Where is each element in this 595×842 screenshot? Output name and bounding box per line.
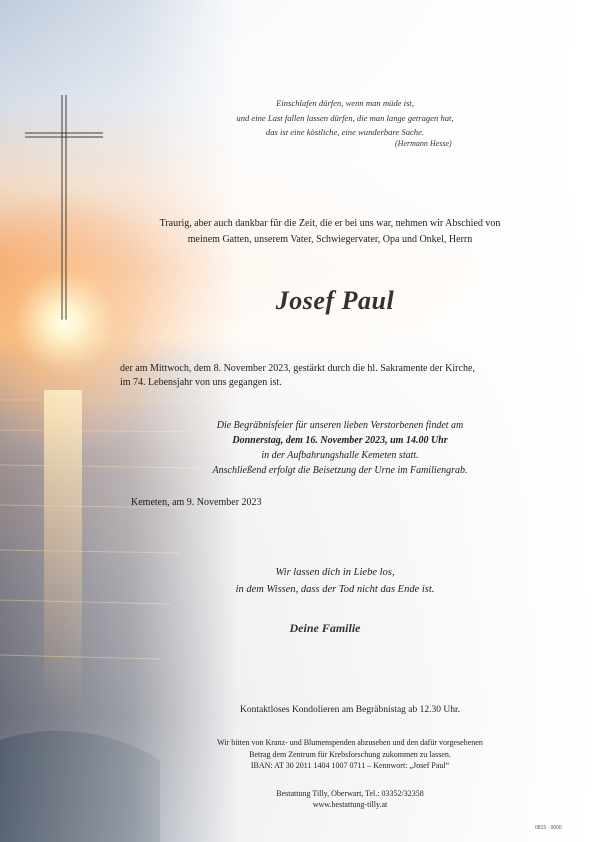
intro-text xyxy=(120,216,540,247)
place-date: Kemeten, am 9. November 2023 xyxy=(131,497,262,508)
passing-text xyxy=(120,362,542,389)
family-signature: Deine Familie xyxy=(289,621,361,635)
funeral-line: Die Begräbnisfeier für unseren lieben Verstorbenen findet am xyxy=(216,420,464,431)
donation-iban: IBAN: AT 30 2011 1404 1007 0711 – Kennwort: „Josef Paul“ xyxy=(250,761,450,770)
deceased-name: Josef Paul xyxy=(275,286,395,315)
farewell-line: in dem Wissen, dass der Tod nicht das Ende ist. xyxy=(235,584,435,595)
quote-line: das ist eine köstliche, eine wunderbare Sache. xyxy=(265,127,425,137)
undertaker-website: www.bestattung-tilly.at xyxy=(312,800,388,809)
quote-line: Einschlafen dürfen, wenn man müde ist, xyxy=(276,98,414,108)
quote xyxy=(150,96,540,140)
passing-line: der am Mittwoch, dem 8. November 2023, gestärkt durch die hl. Sakramente der Kirche, xyxy=(120,363,475,374)
quote-author: (Hermann Hesse) xyxy=(395,139,452,148)
quote-line: und eine Last fallen lassen dürfen, die man lange getragen hat, xyxy=(236,112,454,123)
farewell-line: Wir lassen dich in Liebe los, xyxy=(275,567,395,578)
donation-line: Betrag dem Zentrum für Krebsforschung zukommen zu lassen. xyxy=(249,749,451,759)
passing-line: im 74. Lebensjahr von uns gegangen ist. xyxy=(120,376,282,388)
funeral-details xyxy=(150,418,530,478)
farewell-verse xyxy=(180,564,490,598)
print-code: 0815 · 0000 xyxy=(535,825,562,831)
funeral-line: Anschließend erfolgt die Beisetzung der Urne im Familiengrab. xyxy=(212,465,468,476)
contactless-condolence: Kontaktloses Kondolieren am Begräbnistag ab 12.30 Uhr. xyxy=(239,705,461,715)
donation-line: Wir bitten von Kranz- und Blumenspenden abzusehen und den dafür vorgesehenen xyxy=(217,738,483,747)
funeral-date: Donnerstag, dem 16. November 2023, um 14.00 Uhr xyxy=(232,435,448,446)
funeral-location: in der Aufbahrungshalle Kemeten statt. xyxy=(261,450,419,461)
undertaker-contact: Bestattung Tilly, Oberwart, Tel.: 03352/32358 xyxy=(276,789,424,798)
intro-line: meinem Gatten, unserem Vater, Schwiegervater, Opa und Onkel, Herrn xyxy=(187,233,473,245)
donation-note xyxy=(160,737,540,772)
intro-line: Traurig, aber auch dankbar für die Zeit, die er bei uns war, nehmen wir Abschied von xyxy=(159,218,501,229)
undertaker-info xyxy=(190,788,510,810)
